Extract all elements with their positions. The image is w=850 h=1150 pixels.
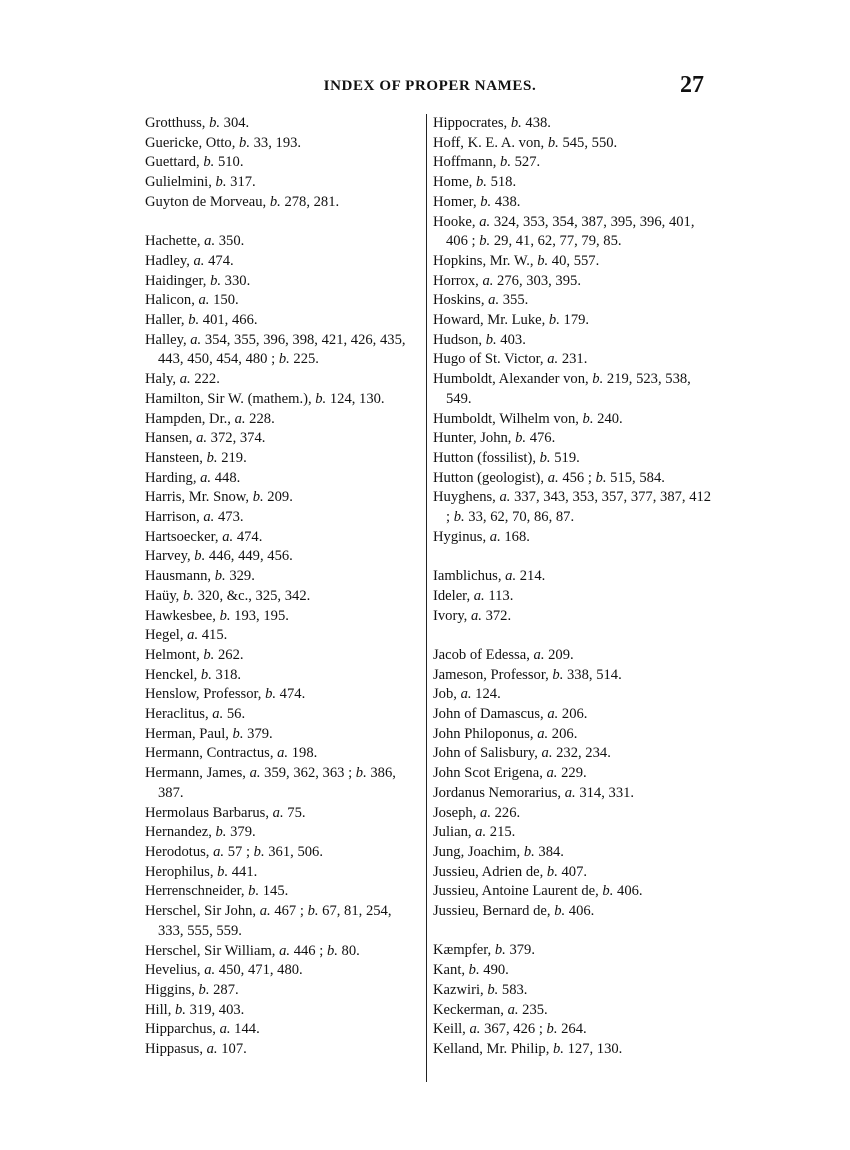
index-entry: Hippocrates, b. 438. <box>433 115 551 131</box>
index-entry: Hartsoecker, a. 474. <box>145 528 263 545</box>
index-entry: Hadley, a. 474. <box>145 252 234 269</box>
index-entry: Herschel, Sir William, a. 446 ; b. 80. <box>145 942 360 959</box>
index-column-right <box>433 114 713 1060</box>
index-entry: Haly, a. 222. <box>145 371 220 388</box>
index-entry: Humboldt, Wilhelm von, b. 240. <box>433 410 623 427</box>
index-entry: Jussieu, Bernard de, b. 406. <box>433 903 595 920</box>
letter-section-gap <box>433 922 713 942</box>
index-entry: Halicon, a. 150. <box>145 292 239 309</box>
index-entry: Iamblichus, a. 214. <box>433 568 546 585</box>
index-entry: Hooke, a. 324, 353, 354, 387, 395, 396, 401, 406 ; b. 29, 41, 62, 77, 79, 85. <box>433 213 695 250</box>
index-entry: Hawkesbee, b. 193, 195. <box>145 607 289 624</box>
index-entry: Guericke, Otto, b. 33, 193. <box>145 134 302 151</box>
index-entry: Jussieu, Antoine Laurent de, b. 406. <box>433 883 643 900</box>
index-entry: Haller, b. 401, 466. <box>145 312 258 329</box>
index-entry: Hoff, K. E. A. von, b. 545, 550. <box>433 134 618 151</box>
index-entry: Ivory, a. 372. <box>433 607 512 624</box>
index-entry: Harding, a. 448. <box>145 469 241 486</box>
index-entry: Herodotus, a. 57 ; b. 361, 506. <box>145 844 323 860</box>
index-entry: Hopkins, Mr. W., b. 40, 557. <box>433 252 600 269</box>
index-entry: Haüy, b. 320, &c., 325, 342. <box>145 587 311 604</box>
index-entry: Hausmann, b. 329. <box>145 568 255 585</box>
index-entry: Humboldt, Alexander von, b. 219, 523, 538, 549. <box>433 371 691 407</box>
index-entry: Hachette, a. 350. <box>145 233 245 250</box>
index-entry: Jameson, Professor, b. 338, 514. <box>433 666 622 683</box>
letter-section-gap <box>433 547 713 567</box>
index-entry: Howard, Mr. Luke, b. 179. <box>433 312 590 329</box>
index-entry: Herman, Paul, b. 379. <box>145 725 273 742</box>
index-entry: Hermolaus Barbarus, a. 75. <box>145 804 306 821</box>
index-entry: Harris, Mr. Snow, b. 209. <box>145 489 293 506</box>
index-entry: Grotthuss, b. 304. <box>145 115 250 131</box>
index-entry: Hippasus, a. 107. <box>145 1041 247 1058</box>
index-entry: Keckerman, a. 235. <box>433 1001 548 1018</box>
index-entry: Ideler, a. 113. <box>433 587 514 604</box>
index-entry: Hegel, a. 415. <box>145 627 228 644</box>
index-entry: Kelland, Mr. Philip, b. 127, 130. <box>433 1041 623 1057</box>
index-entry: Hermann, James, a. 359, 362, 363 ; b. 386, 387. <box>145 765 396 801</box>
index-entry: Hampden, Dr., a. 228. <box>145 410 275 427</box>
column-divider <box>426 114 427 1082</box>
index-entry: Hugo of St. Victor, a. 231. <box>433 351 588 368</box>
index-entry: Huyghens, a. 337, 343, 353, 357, 377, 387, 412 ; b. 33, 62, 70, 86, 87. <box>433 489 712 526</box>
index-entry: Jussieu, Adrien de, b. 407. <box>433 863 588 880</box>
index-entry: Harrison, a. 473. <box>145 509 244 526</box>
index-entry: Jordanus Nemorarius, a. 314, 331. <box>433 784 635 801</box>
index-entry: Gulielmini, b. 317. <box>145 174 256 191</box>
index-entry: Higgins, b. 287. <box>145 981 239 998</box>
index-entry: Hudson, b. 403. <box>433 331 526 348</box>
index-entry: Henckel, b. 318. <box>145 666 242 683</box>
index-entry: Halley, a. 354, 355, 396, 398, 421, 426, 435, 443, 450, 454, 480 ; b. 225. <box>145 331 406 368</box>
index-column-left <box>145 114 420 1060</box>
index-entry: Herrenschneider, b. 145. <box>145 883 289 900</box>
index-entry: Joseph, a. 226. <box>433 804 521 821</box>
index-entry: Hipparchus, a. 144. <box>145 1021 260 1038</box>
letter-section-gap <box>433 626 713 646</box>
index-entry: Hansteen, b. 219. <box>145 449 247 466</box>
index-entry: Heraclitus, a. 56. <box>145 706 246 723</box>
index-entry: Guettard, b. 510. <box>145 154 244 171</box>
index-entry: Jacob of Edessa, a. 209. <box>433 646 574 663</box>
index-entry: Hill, b. 319, 403. <box>145 1001 245 1018</box>
index-entry: Herschel, Sir John, a. 467 ; b. 67, 81, 254, 333, 555, 559. <box>145 903 392 939</box>
index-entry: Hyginus, a. 168. <box>433 528 530 545</box>
index-entry: Henslow, Professor, b. 474. <box>145 686 306 703</box>
index-entry: Hunter, John, b. 476. <box>433 430 556 447</box>
page-number: 27 <box>680 72 704 98</box>
index-entry: Kant, b. 490. <box>433 962 509 979</box>
index-entry: John of Salisbury, a. 232, 234. <box>433 745 611 762</box>
running-header: INDEX OF PROPER NAMES. <box>323 78 537 94</box>
index-entry: Hamilton, Sir W. (mathem.), b. 124, 130. <box>145 390 385 407</box>
index-entry: Keill, a. 367, 426 ; b. 264. <box>433 1021 587 1038</box>
index-entry: Job, a. 124. <box>433 686 501 703</box>
index-entry: Kazwiri, b. 583. <box>433 981 528 998</box>
index-entry: John Philoponus, a. 206. <box>433 725 578 742</box>
index-entry: Hermann, Contractus, a. 198. <box>145 745 318 762</box>
index-entry: Helmont, b. 262. <box>145 646 244 663</box>
index-entry: Hutton (fossilist), b. 519. <box>433 449 580 466</box>
letter-section-gap <box>145 213 420 233</box>
index-entry: Julian, a. 215. <box>433 824 516 841</box>
index-entry: John Scot Erigena, a. 229. <box>433 765 587 782</box>
index-entry: Hernandez, b. 379. <box>145 824 256 841</box>
index-entry: Kæmpfer, b. 379. <box>433 942 535 959</box>
index-entry: Hutton (geologist), a. 456 ; b. 515, 584. <box>433 469 665 486</box>
index-entry: Hansen, a. 372, 374. <box>145 430 266 447</box>
index-entry: Horrox, a. 276, 303, 395. <box>433 272 581 289</box>
index-entry: Hoskins, a. 355. <box>433 292 529 309</box>
index-entry: Jung, Joachim, b. 384. <box>433 843 564 860</box>
index-entry: Guyton de Morveau, b. 278, 281. <box>145 193 340 210</box>
index-entry: Home, b. 518. <box>433 174 517 191</box>
index-entry: Hoffmann, b. 527. <box>433 154 541 171</box>
index-entry: Harvey, b. 446, 449, 456. <box>145 548 293 565</box>
index-entry: Haidinger, b. 330. <box>145 272 251 289</box>
index-entry: John of Damascus, a. 206. <box>433 706 588 723</box>
index-entry: Homer, b. 438. <box>433 193 521 210</box>
index-entry: Herophilus, b. 441. <box>145 863 258 880</box>
index-entry: Hevelius, a. 450, 471, 480. <box>145 962 303 979</box>
